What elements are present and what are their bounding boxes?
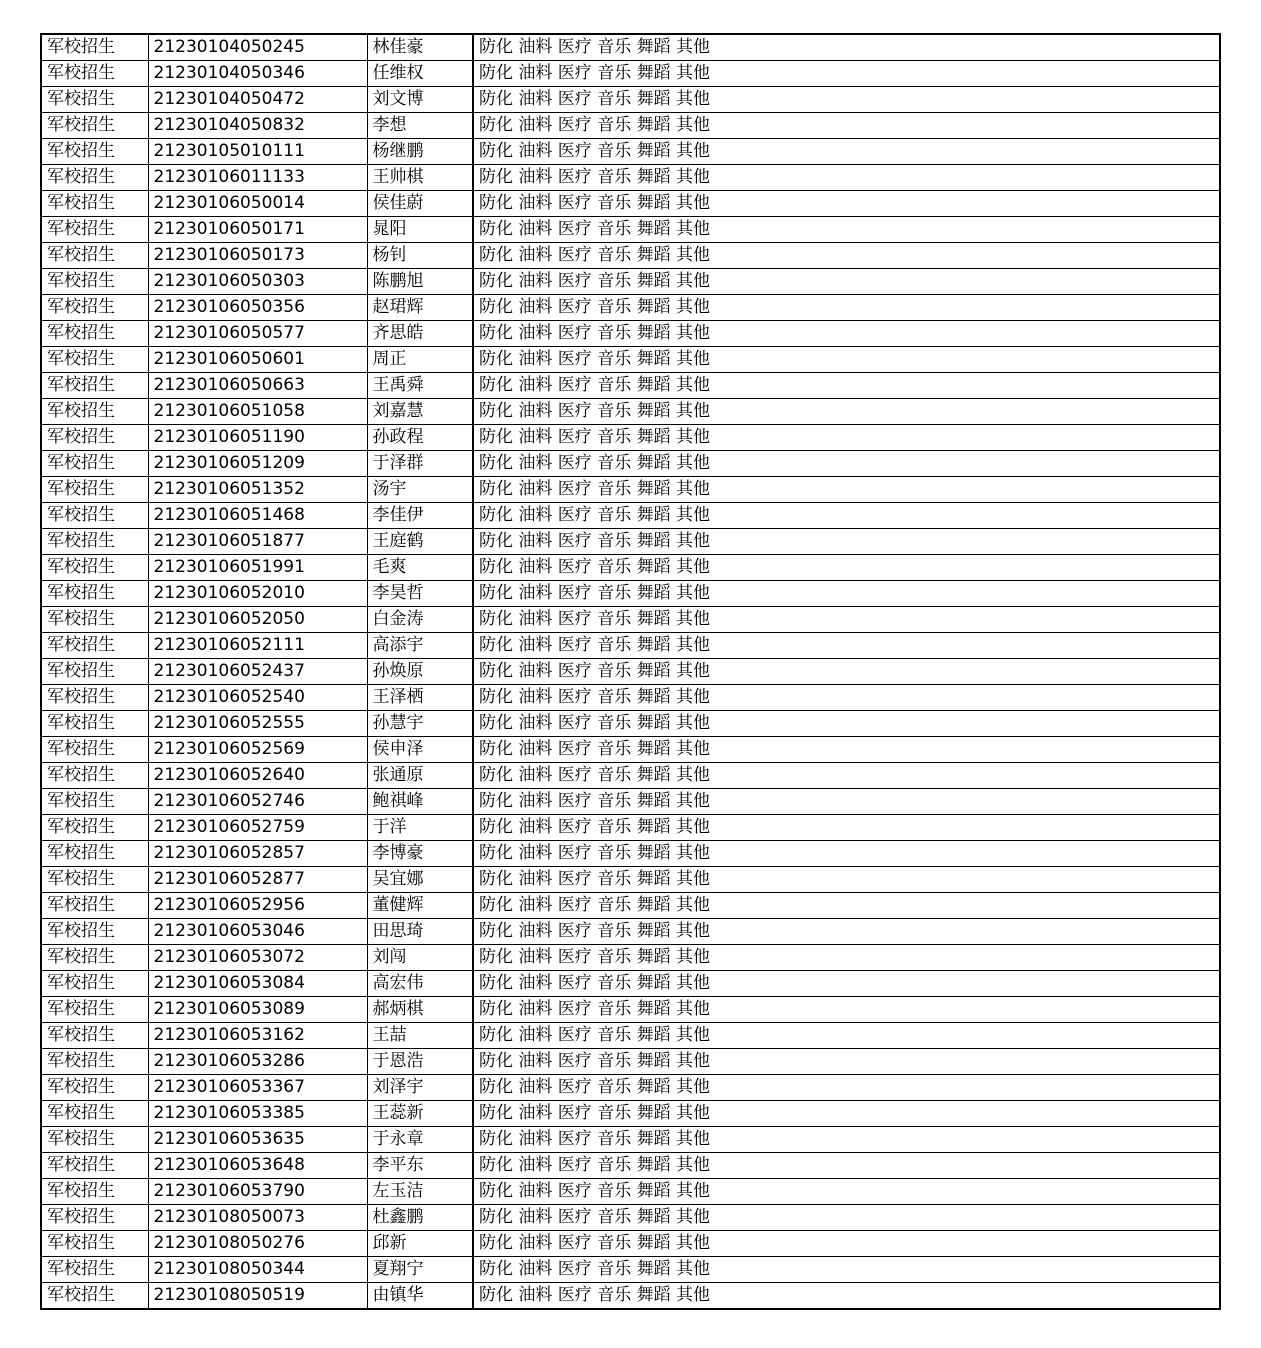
items-cell: 防化 油料 医疗 音乐 舞蹈 其他 [473,191,1220,217]
exam-id-cell: 21230106050356 [148,295,367,321]
category-cell: 军校招生 [41,165,148,191]
category-cell: 军校招生 [41,581,148,607]
exam-id-cell: 21230106053072 [148,945,367,971]
items-cell: 防化 油料 医疗 音乐 舞蹈 其他 [473,789,1220,815]
exam-id-cell: 21230106051468 [148,503,367,529]
name-cell: 汤宇 [367,477,473,503]
exam-id-cell: 21230106052555 [148,711,367,737]
table-row [41,841,1220,867]
roster-table-body [41,34,1220,1309]
category-cell: 军校招生 [41,1127,148,1153]
category-cell: 军校招生 [41,399,148,425]
category-cell: 军校招生 [41,217,148,243]
name-cell: 高添宇 [367,633,473,659]
exam-id-cell: 21230106051877 [148,529,367,555]
category-cell: 军校招生 [41,1101,148,1127]
table-row [41,399,1220,425]
items-cell: 防化 油料 医疗 音乐 舞蹈 其他 [473,139,1220,165]
name-cell: 高宏伟 [367,971,473,997]
exam-id-cell: 21230106051058 [148,399,367,425]
name-cell: 郝炳棋 [367,997,473,1023]
category-cell: 军校招生 [41,321,148,347]
category-cell: 军校招生 [41,1283,148,1310]
name-cell: 邱新 [367,1231,473,1257]
table-row [41,1257,1220,1283]
exam-id-cell: 21230106050171 [148,217,367,243]
category-cell: 军校招生 [41,1023,148,1049]
items-cell: 防化 油料 医疗 音乐 舞蹈 其他 [473,867,1220,893]
name-cell: 于永章 [367,1127,473,1153]
items-cell: 防化 油料 医疗 音乐 舞蹈 其他 [473,1205,1220,1231]
exam-id-cell: 21230106050303 [148,269,367,295]
category-cell: 军校招生 [41,243,148,269]
name-cell: 王喆 [367,1023,473,1049]
name-cell: 孙焕原 [367,659,473,685]
table-row [41,425,1220,451]
items-cell: 防化 油料 医疗 音乐 舞蹈 其他 [473,61,1220,87]
table-row [41,893,1220,919]
items-cell: 防化 油料 医疗 音乐 舞蹈 其他 [473,1101,1220,1127]
category-cell: 军校招生 [41,763,148,789]
table-row [41,581,1220,607]
table-row [41,945,1220,971]
name-cell: 侯申泽 [367,737,473,763]
exam-id-cell: 21230106053162 [148,1023,367,1049]
category-cell: 军校招生 [41,1049,148,1075]
items-cell: 防化 油料 医疗 音乐 舞蹈 其他 [473,243,1220,269]
items-cell: 防化 油料 医疗 音乐 舞蹈 其他 [473,737,1220,763]
exam-id-cell: 21230106050601 [148,347,367,373]
name-cell: 李平东 [367,1153,473,1179]
table-row [41,165,1220,191]
category-cell: 军校招生 [41,477,148,503]
table-row [41,1205,1220,1231]
name-cell: 王禹舜 [367,373,473,399]
table-row [41,529,1220,555]
exam-id-cell: 21230106052569 [148,737,367,763]
items-cell: 防化 油料 医疗 音乐 舞蹈 其他 [473,1257,1220,1283]
name-cell: 由镇华 [367,1283,473,1310]
items-cell: 防化 油料 医疗 音乐 舞蹈 其他 [473,269,1220,295]
items-cell: 防化 油料 医疗 音乐 舞蹈 其他 [473,34,1220,61]
table-row [41,1075,1220,1101]
name-cell: 李昊哲 [367,581,473,607]
name-cell: 林佳豪 [367,34,473,61]
exam-id-cell: 21230106011133 [148,165,367,191]
category-cell: 军校招生 [41,1231,148,1257]
category-cell: 军校招生 [41,737,148,763]
items-cell: 防化 油料 医疗 音乐 舞蹈 其他 [473,555,1220,581]
items-cell: 防化 油料 医疗 音乐 舞蹈 其他 [473,295,1220,321]
exam-id-cell: 21230106053648 [148,1153,367,1179]
items-cell: 防化 油料 医疗 音乐 舞蹈 其他 [473,659,1220,685]
name-cell: 王泽栖 [367,685,473,711]
name-cell: 李想 [367,113,473,139]
table-row [41,997,1220,1023]
table-row [41,867,1220,893]
exam-id-cell: 21230105010111 [148,139,367,165]
items-cell: 防化 油料 医疗 音乐 舞蹈 其他 [473,1075,1220,1101]
table-row [41,217,1220,243]
table-row [41,451,1220,477]
items-cell: 防化 油料 医疗 音乐 舞蹈 其他 [473,1049,1220,1075]
table-row [41,763,1220,789]
exam-id-cell: 21230106052640 [148,763,367,789]
table-row [41,919,1220,945]
category-cell: 军校招生 [41,451,148,477]
name-cell: 于泽群 [367,451,473,477]
exam-id-cell: 21230106052437 [148,659,367,685]
items-cell: 防化 油料 医疗 音乐 舞蹈 其他 [473,321,1220,347]
category-cell: 军校招生 [41,529,148,555]
table-row [41,607,1220,633]
table-row [41,737,1220,763]
name-cell: 杨继鹏 [367,139,473,165]
category-cell: 军校招生 [41,685,148,711]
category-cell: 军校招生 [41,269,148,295]
table-row [41,347,1220,373]
name-cell: 杜鑫鹏 [367,1205,473,1231]
exam-id-cell: 21230106053367 [148,1075,367,1101]
table-row [41,321,1220,347]
category-cell: 军校招生 [41,711,148,737]
category-cell: 军校招生 [41,659,148,685]
name-cell: 王帅棋 [367,165,473,191]
exam-id-cell: 21230106053046 [148,919,367,945]
category-cell: 军校招生 [41,1075,148,1101]
table-row [41,1179,1220,1205]
exam-id-cell: 21230106052759 [148,815,367,841]
items-cell: 防化 油料 医疗 音乐 舞蹈 其他 [473,425,1220,451]
items-cell: 防化 油料 医疗 音乐 舞蹈 其他 [473,945,1220,971]
exam-id-cell: 21230108050344 [148,1257,367,1283]
exam-id-cell: 21230106050173 [148,243,367,269]
table-row [41,789,1220,815]
name-cell: 杨钊 [367,243,473,269]
name-cell: 董健辉 [367,893,473,919]
name-cell: 张通原 [367,763,473,789]
exam-id-cell: 21230106052746 [148,789,367,815]
exam-id-cell: 21230104050346 [148,61,367,87]
exam-id-cell: 21230106053385 [148,1101,367,1127]
name-cell: 任维权 [367,61,473,87]
table-row [41,633,1220,659]
category-cell: 军校招生 [41,789,148,815]
table-row [41,139,1220,165]
exam-id-cell: 21230106052540 [148,685,367,711]
name-cell: 陈鹏旭 [367,269,473,295]
table-row [41,815,1220,841]
table-row [41,659,1220,685]
name-cell: 于洋 [367,815,473,841]
items-cell: 防化 油料 医疗 音乐 舞蹈 其他 [473,503,1220,529]
category-cell: 军校招生 [41,607,148,633]
exam-id-cell: 21230106052111 [148,633,367,659]
items-cell: 防化 油料 医疗 音乐 舞蹈 其他 [473,763,1220,789]
table-row [41,685,1220,711]
items-cell: 防化 油料 医疗 音乐 舞蹈 其他 [473,919,1220,945]
name-cell: 刘嘉慧 [367,399,473,425]
table-row [41,34,1220,61]
name-cell: 刘闯 [367,945,473,971]
name-cell: 白金涛 [367,607,473,633]
table-row [41,61,1220,87]
items-cell: 防化 油料 医疗 音乐 舞蹈 其他 [473,1231,1220,1257]
exam-id-cell: 21230106053790 [148,1179,367,1205]
name-cell: 齐思皓 [367,321,473,347]
items-cell: 防化 油料 医疗 音乐 舞蹈 其他 [473,529,1220,555]
table-row [41,1283,1220,1310]
items-cell: 防化 油料 医疗 音乐 舞蹈 其他 [473,1127,1220,1153]
category-cell: 军校招生 [41,1257,148,1283]
exam-id-cell: 21230106050014 [148,191,367,217]
category-cell: 军校招生 [41,1179,148,1205]
items-cell: 防化 油料 医疗 音乐 舞蹈 其他 [473,607,1220,633]
items-cell: 防化 油料 医疗 音乐 舞蹈 其他 [473,997,1220,1023]
items-cell: 防化 油料 医疗 音乐 舞蹈 其他 [473,1023,1220,1049]
items-cell: 防化 油料 医疗 音乐 舞蹈 其他 [473,165,1220,191]
category-cell: 军校招生 [41,61,148,87]
name-cell: 李博豪 [367,841,473,867]
name-cell: 王蕊新 [367,1101,473,1127]
exam-id-cell: 21230104050245 [148,34,367,61]
items-cell: 防化 油料 医疗 音乐 舞蹈 其他 [473,87,1220,113]
exam-id-cell: 21230106051190 [148,425,367,451]
category-cell: 军校招生 [41,841,148,867]
name-cell: 赵珺辉 [367,295,473,321]
exam-id-cell: 21230106051991 [148,555,367,581]
exam-id-cell: 21230106052010 [148,581,367,607]
table-row [41,1127,1220,1153]
items-cell: 防化 油料 医疗 音乐 舞蹈 其他 [473,1179,1220,1205]
exam-id-cell: 21230106050663 [148,373,367,399]
exam-id-cell: 21230106053286 [148,1049,367,1075]
table-row [41,971,1220,997]
table-row [41,243,1220,269]
category-cell: 军校招生 [41,1205,148,1231]
name-cell: 夏翔宁 [367,1257,473,1283]
table-row [41,1023,1220,1049]
table-row [41,1049,1220,1075]
name-cell: 孙慧宇 [367,711,473,737]
items-cell: 防化 油料 医疗 音乐 舞蹈 其他 [473,633,1220,659]
items-cell: 防化 油料 医疗 音乐 舞蹈 其他 [473,1283,1220,1310]
category-cell: 军校招生 [41,1153,148,1179]
category-cell: 军校招生 [41,997,148,1023]
name-cell: 周正 [367,347,473,373]
category-cell: 军校招生 [41,191,148,217]
items-cell: 防化 油料 医疗 音乐 舞蹈 其他 [473,841,1220,867]
category-cell: 军校招生 [41,555,148,581]
category-cell: 军校招生 [41,633,148,659]
items-cell: 防化 油料 医疗 音乐 舞蹈 其他 [473,711,1220,737]
category-cell: 军校招生 [41,373,148,399]
name-cell: 李佳伊 [367,503,473,529]
category-cell: 军校招生 [41,919,148,945]
category-cell: 军校招生 [41,971,148,997]
name-cell: 于恩浩 [367,1049,473,1075]
table-row [41,191,1220,217]
name-cell: 鲍祺峰 [367,789,473,815]
category-cell: 军校招生 [41,34,148,61]
exam-id-cell: 21230104050832 [148,113,367,139]
exam-id-cell: 21230106053635 [148,1127,367,1153]
name-cell: 毛爽 [367,555,473,581]
items-cell: 防化 油料 医疗 音乐 舞蹈 其他 [473,347,1220,373]
table-row [41,555,1220,581]
items-cell: 防化 油料 医疗 音乐 舞蹈 其他 [473,451,1220,477]
exam-id-cell: 21230106051209 [148,451,367,477]
exam-id-cell: 21230106050577 [148,321,367,347]
items-cell: 防化 油料 医疗 音乐 舞蹈 其他 [473,971,1220,997]
table-row [41,711,1220,737]
exam-id-cell: 21230106052050 [148,607,367,633]
items-cell: 防化 油料 医疗 音乐 舞蹈 其他 [473,373,1220,399]
table-row [41,113,1220,139]
exam-id-cell: 21230106052956 [148,893,367,919]
items-cell: 防化 油料 医疗 音乐 舞蹈 其他 [473,685,1220,711]
items-cell: 防化 油料 医疗 音乐 舞蹈 其他 [473,477,1220,503]
exam-id-cell: 21230108050519 [148,1283,367,1310]
items-cell: 防化 油料 医疗 音乐 舞蹈 其他 [473,399,1220,425]
items-cell: 防化 油料 医疗 音乐 舞蹈 其他 [473,1153,1220,1179]
table-row [41,1101,1220,1127]
category-cell: 军校招生 [41,815,148,841]
category-cell: 军校招生 [41,893,148,919]
table-row [41,1153,1220,1179]
category-cell: 军校招生 [41,87,148,113]
table-row [41,477,1220,503]
table-row [41,1231,1220,1257]
exam-id-cell: 21230108050073 [148,1205,367,1231]
category-cell: 军校招生 [41,113,148,139]
exam-id-cell: 21230108050276 [148,1231,367,1257]
name-cell: 晁阳 [367,217,473,243]
name-cell: 吴宜娜 [367,867,473,893]
items-cell: 防化 油料 医疗 音乐 舞蹈 其他 [473,893,1220,919]
items-cell: 防化 油料 医疗 音乐 舞蹈 其他 [473,581,1220,607]
table-row [41,503,1220,529]
exam-id-cell: 21230106053084 [148,971,367,997]
items-cell: 防化 油料 医疗 音乐 舞蹈 其他 [473,217,1220,243]
table-row [41,295,1220,321]
name-cell: 左玉洁 [367,1179,473,1205]
category-cell: 军校招生 [41,139,148,165]
roster-table [40,33,1221,1310]
category-cell: 军校招生 [41,347,148,373]
category-cell: 军校招生 [41,945,148,971]
name-cell: 侯佳蔚 [367,191,473,217]
table-row [41,373,1220,399]
exam-id-cell: 21230106052877 [148,867,367,893]
name-cell: 王庭鹤 [367,529,473,555]
table-row [41,269,1220,295]
name-cell: 刘文博 [367,87,473,113]
name-cell: 田思琦 [367,919,473,945]
items-cell: 防化 油料 医疗 音乐 舞蹈 其他 [473,113,1220,139]
items-cell: 防化 油料 医疗 音乐 舞蹈 其他 [473,815,1220,841]
exam-id-cell: 21230106053089 [148,997,367,1023]
exam-id-cell: 21230106051352 [148,477,367,503]
table-row [41,87,1220,113]
category-cell: 军校招生 [41,425,148,451]
exam-id-cell: 21230106052857 [148,841,367,867]
name-cell: 刘泽宇 [367,1075,473,1101]
name-cell: 孙政程 [367,425,473,451]
category-cell: 军校招生 [41,867,148,893]
exam-id-cell: 21230104050472 [148,87,367,113]
category-cell: 军校招生 [41,295,148,321]
category-cell: 军校招生 [41,503,148,529]
